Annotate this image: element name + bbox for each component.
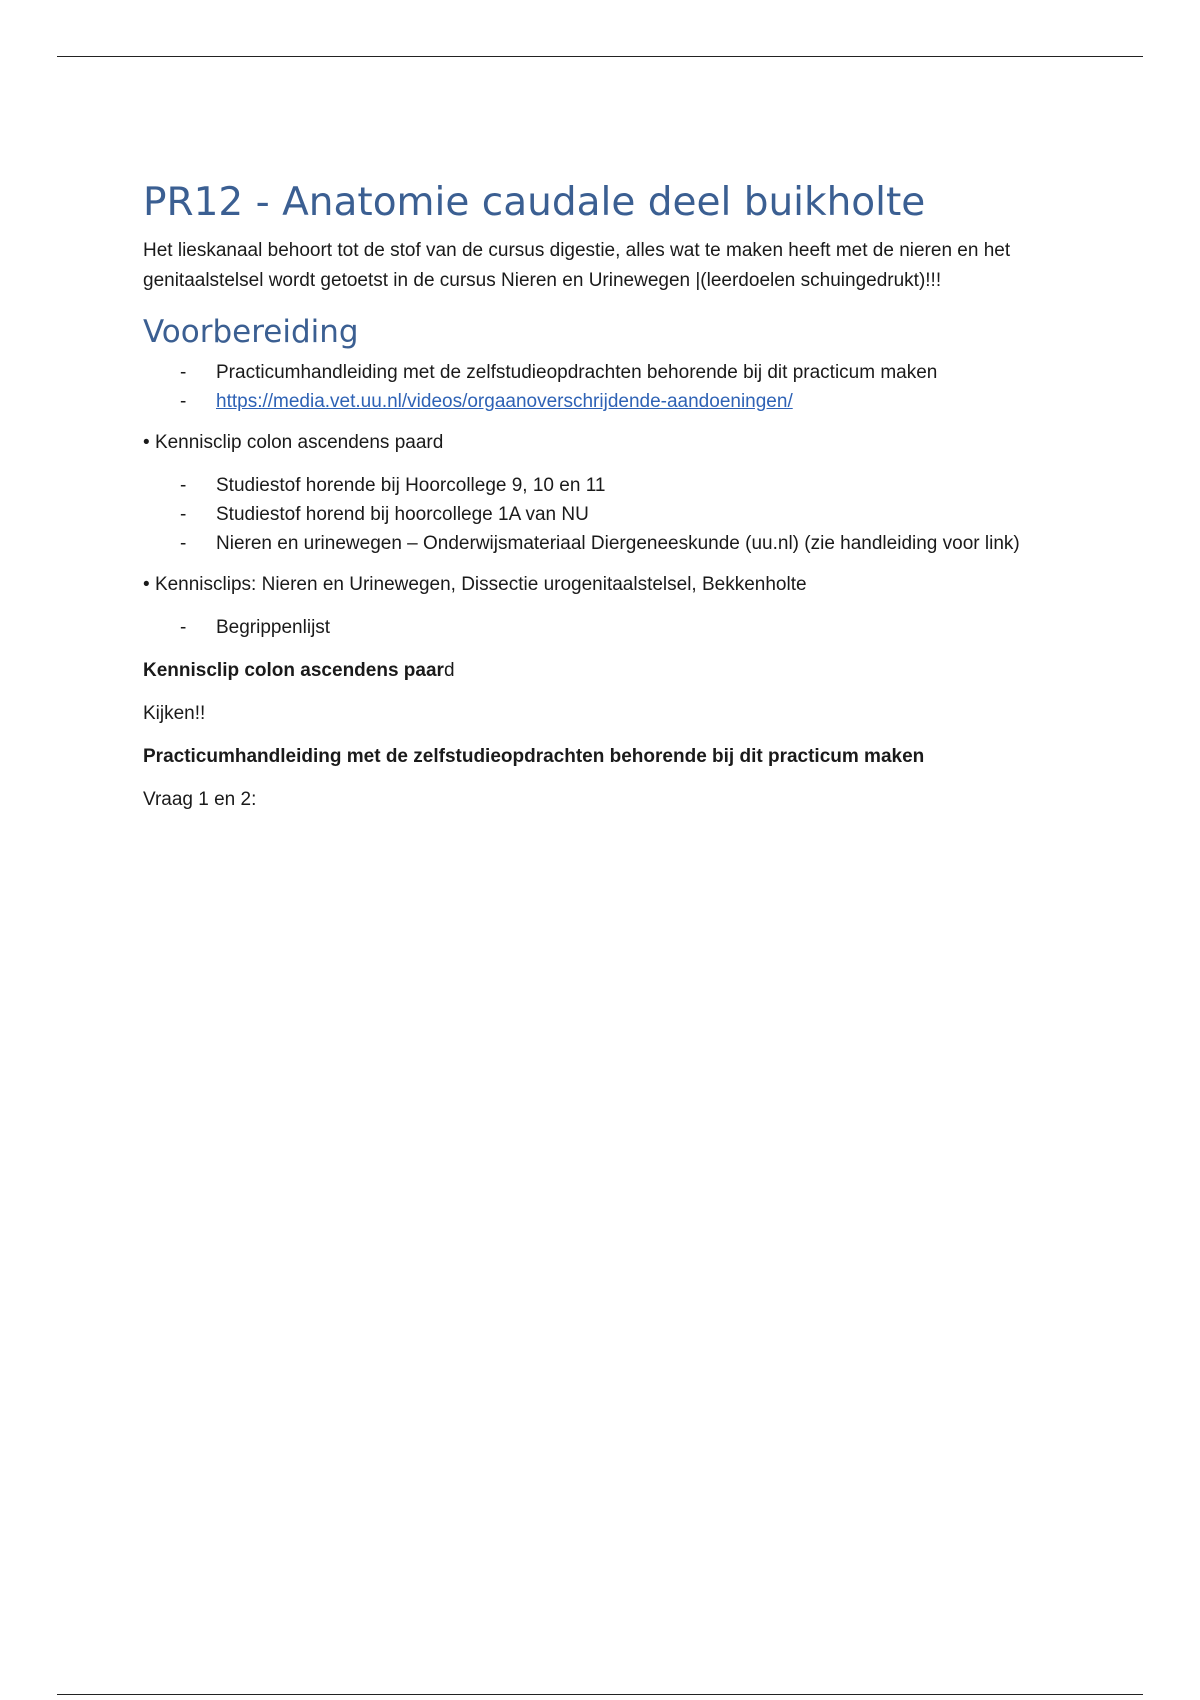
list-item-text: Practicumhandleiding met de zelfstudieopdrachten behorende bij dit practicum maken xyxy=(216,362,938,383)
list-item-text: Begrippenlijst xyxy=(216,617,331,638)
preparation-list xyxy=(143,358,1063,416)
subheading-kennisclip xyxy=(143,656,1063,685)
document-title: PR12 - Anatomie caudale deel buikholte xyxy=(143,180,926,225)
section-heading-voorbereiding: Voorbereiding xyxy=(143,314,359,350)
list-item-text: Nieren en urinewegen – Onderwijsmateriaal Diergeneeskunde (uu.nl) (zie handleiding voor link) xyxy=(216,533,1020,554)
list-item-text: Studiestof horend bij hoorcollege 1A van NU xyxy=(216,504,589,525)
bullet-marker: • xyxy=(143,432,150,453)
video-link[interactable]: https://media.vet.uu.nl/videos/orgaanoverschrijdende-aandoeningen/ xyxy=(216,391,793,412)
subheading-bold-text: Kennisclip colon ascendens paar xyxy=(143,660,444,681)
list-item xyxy=(180,471,1063,500)
bullet-item-kennisclip xyxy=(143,428,1063,457)
intro-paragraph: Het lieskanaal behoort tot de stof van de cursus digestie, alles wat te maken heeft met de nieren en het genitaalstelsel wordt getoetst in de cursus Nieren en Urinewegen |(leerdoelen schuingedrukt)!!! xyxy=(143,240,1011,291)
dash-marker: - xyxy=(180,362,187,383)
list-item xyxy=(180,613,1063,642)
subheading-tail-text: d xyxy=(443,660,455,681)
dash-marker: - xyxy=(180,504,187,525)
dash-marker: - xyxy=(180,391,187,412)
dash-marker: - xyxy=(180,533,187,554)
list-item-text: Studiestof horende bij Hoorcollege 9, 10 en 11 xyxy=(216,475,606,496)
bullet-text: Kennisclips: Nieren en Urinewegen, Dissectie urogenitaalstelsel, Bekkenholte xyxy=(154,574,807,595)
list-item xyxy=(180,387,1063,416)
dash-marker: - xyxy=(180,475,187,496)
list-item xyxy=(180,529,1063,558)
paragraph-kijken: Kijken!! xyxy=(143,703,206,724)
page-bottom-rule xyxy=(57,1694,1143,1695)
bullet-marker: • xyxy=(143,574,150,595)
paragraph-vraag: Vraag 1 en 2: xyxy=(143,789,257,810)
page-top-rule xyxy=(57,56,1143,57)
subheading-practicumhandleiding: Practicumhandleiding met de zelfstudieopdrachten behorende bij dit practicum maken xyxy=(143,746,925,767)
document-body xyxy=(143,178,1063,814)
bullet-text: Kennisclip colon ascendens paard xyxy=(154,432,444,453)
glossary-list xyxy=(143,613,1063,642)
dash-marker: - xyxy=(180,617,187,638)
list-item xyxy=(180,500,1063,529)
study-material-list xyxy=(143,471,1063,558)
bullet-item-kennisclips xyxy=(143,570,1063,599)
list-item xyxy=(180,358,1063,387)
